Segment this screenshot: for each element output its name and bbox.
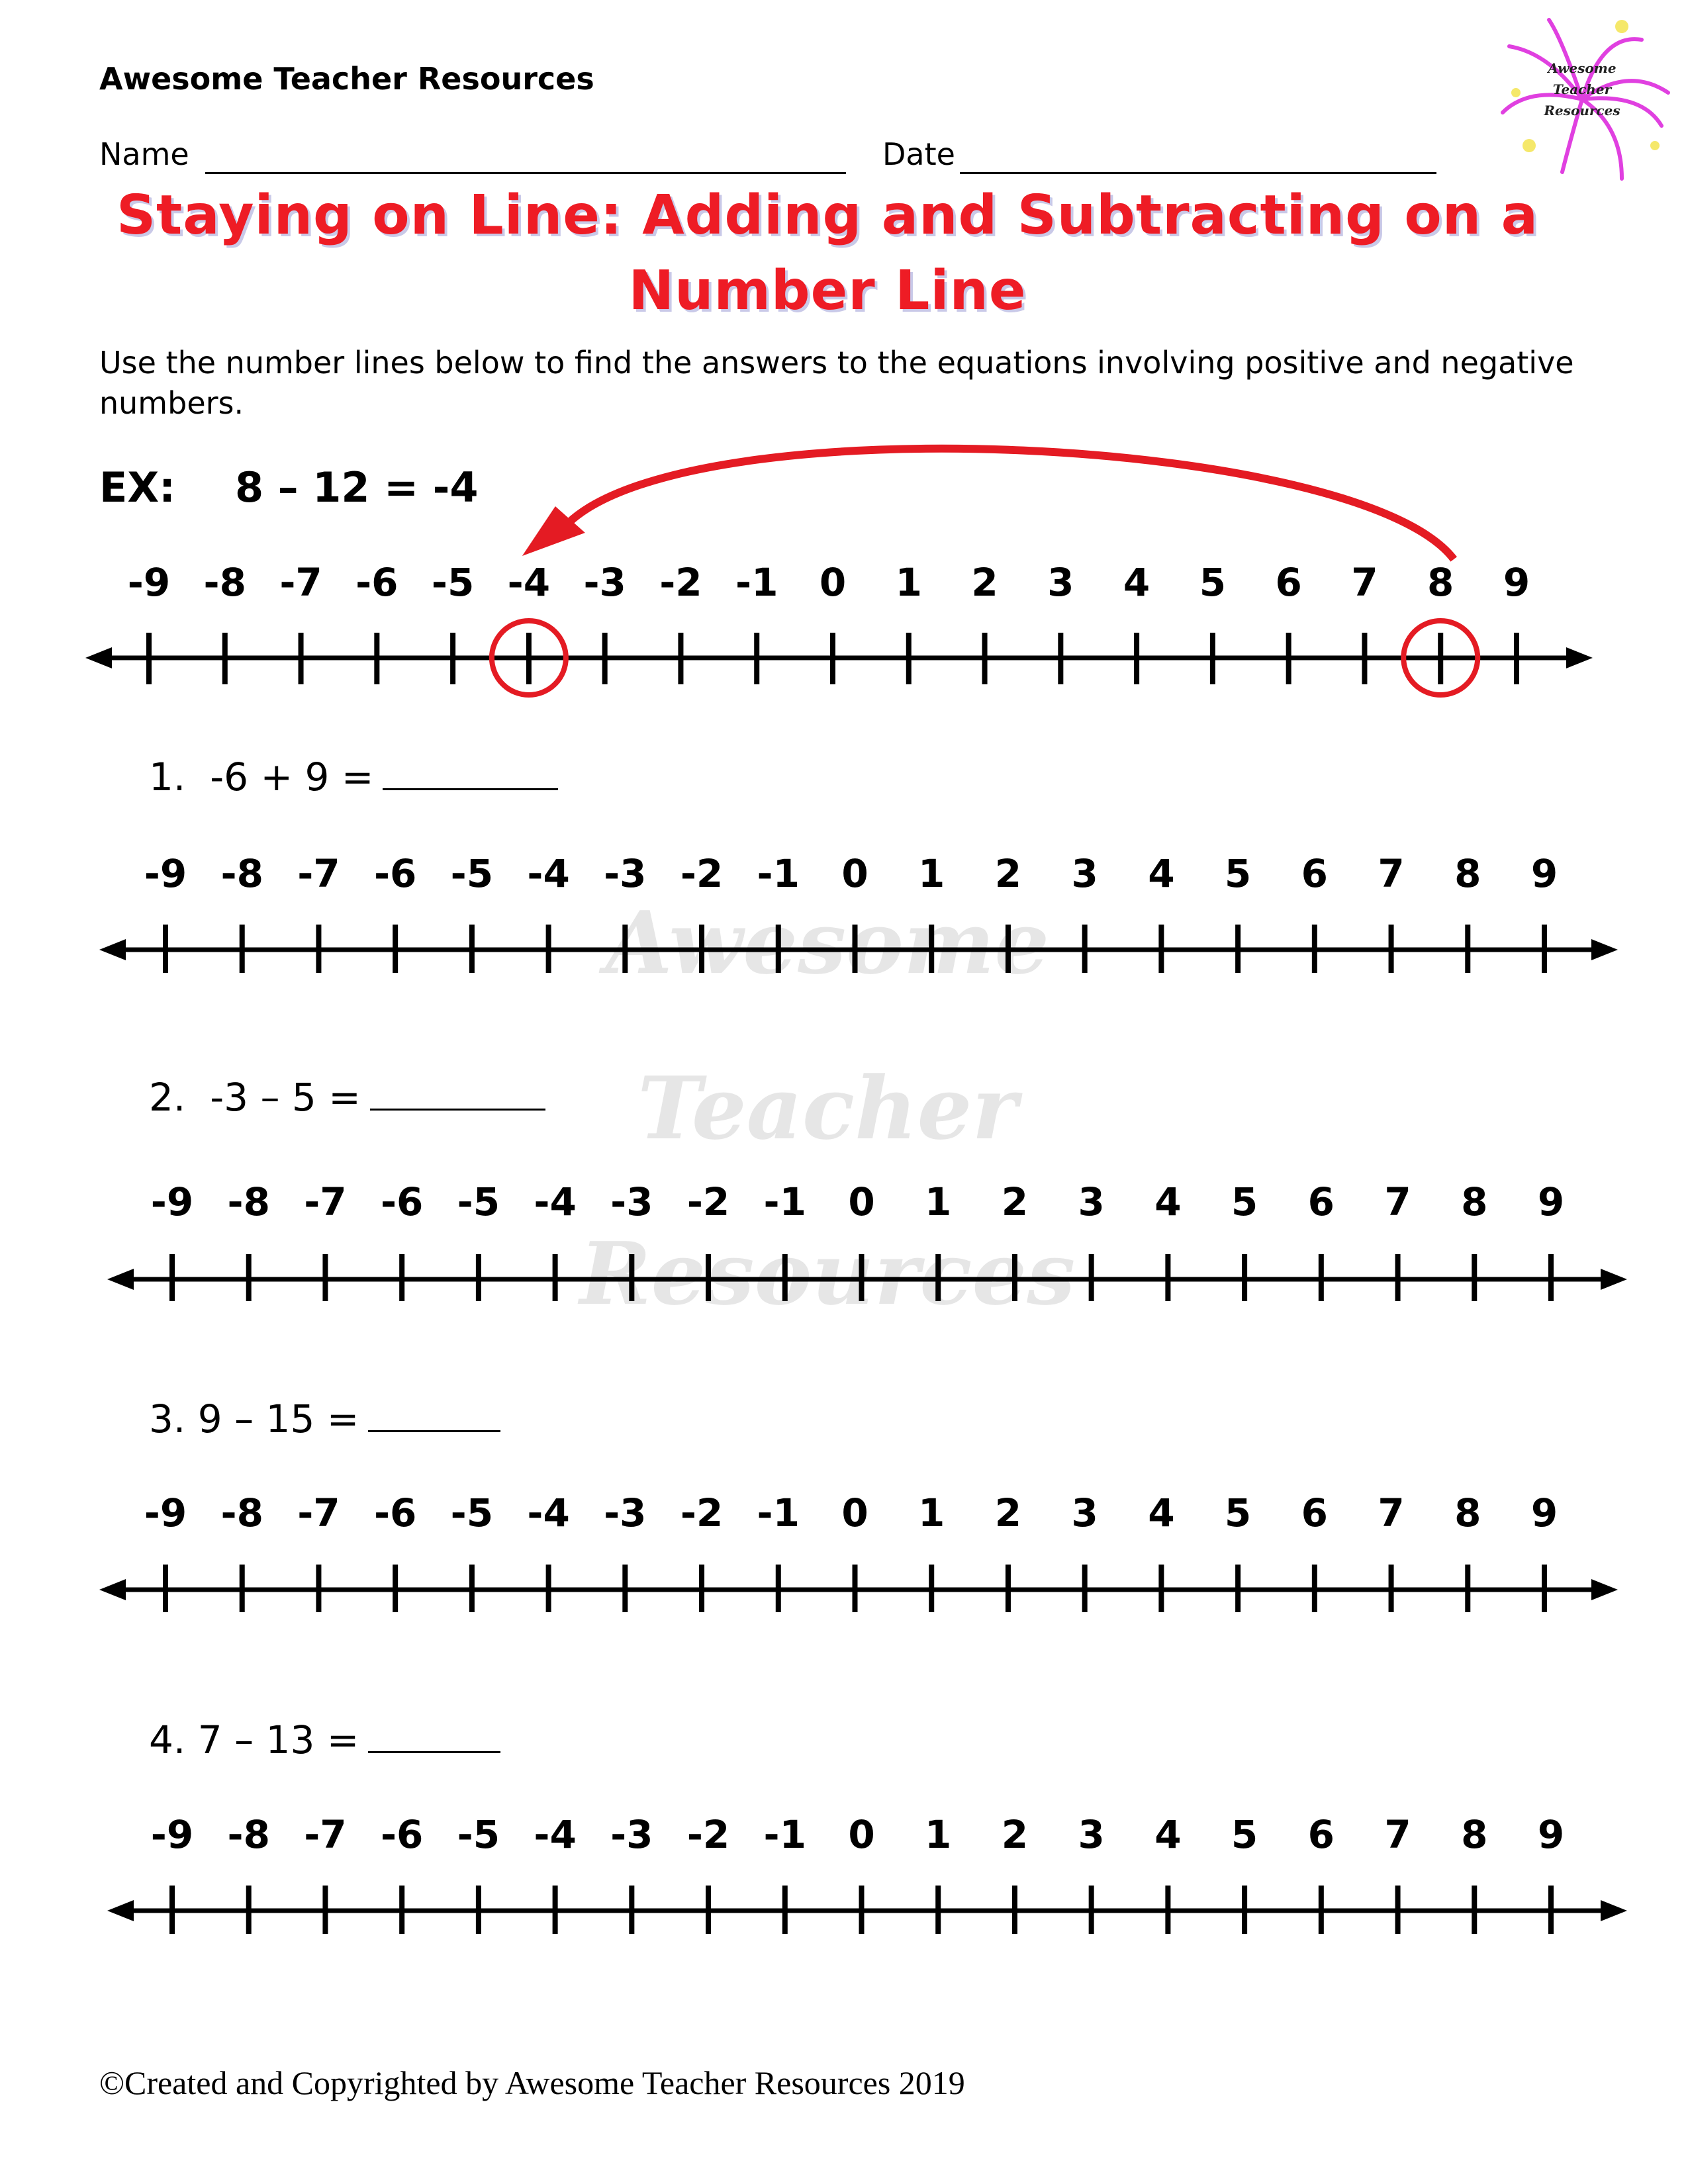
- logo: [1489, 13, 1675, 185]
- tick-label: -8: [203, 560, 246, 605]
- tick-label: -2: [659, 560, 702, 605]
- tick-label: 4: [1148, 1490, 1175, 1535]
- logo-text: Awesome: [1548, 60, 1617, 76]
- watermark-line: Awesome: [605, 892, 1050, 993]
- tick-label: 4: [1148, 851, 1175, 896]
- tick-label: -8: [227, 1812, 270, 1857]
- right-arrow-icon: [1601, 1269, 1627, 1290]
- tick-label: -5: [431, 560, 475, 605]
- tick-label: 2: [994, 851, 1022, 896]
- tick-label: 0: [848, 1179, 875, 1224]
- left-arrow-icon: [99, 939, 126, 960]
- tick-label: 1: [925, 1179, 952, 1224]
- tick-label: -9: [150, 1812, 194, 1857]
- tick-label: -7: [297, 1490, 340, 1535]
- left-arrow-icon: [85, 647, 112, 668]
- name-label: Name: [99, 136, 189, 172]
- tick-label: 8: [1454, 851, 1481, 896]
- tick-label: 9: [1537, 1812, 1565, 1857]
- tick-label: -9: [127, 560, 171, 605]
- question-equation: -6 + 9 =: [210, 754, 374, 799]
- tick-label: 0: [819, 560, 847, 605]
- tick-label: -2: [686, 1812, 730, 1857]
- right-arrow-icon: [1566, 647, 1593, 668]
- tick-label: 2: [971, 560, 998, 605]
- date-label: Date: [882, 136, 955, 172]
- question-number: 4.: [149, 1717, 186, 1762]
- tick-label: 6: [1301, 1490, 1329, 1535]
- right-arrow-icon: [1591, 1579, 1618, 1600]
- tick-label: 0: [848, 1812, 875, 1857]
- tick-label: 1: [918, 1490, 945, 1535]
- tick-label: 3: [1078, 1179, 1105, 1224]
- tick-label: -2: [680, 1490, 724, 1535]
- tick-label: -5: [450, 1490, 494, 1535]
- tick-label: -5: [457, 1812, 500, 1857]
- tick-label: 7: [1378, 851, 1405, 896]
- tick-label: -2: [686, 1179, 730, 1224]
- tick-label: 7: [1378, 1490, 1405, 1535]
- left-arrow-icon: [107, 1269, 134, 1290]
- question-number: 3.: [149, 1396, 186, 1441]
- tick-label: -7: [297, 851, 340, 896]
- tick-label: 1: [925, 1812, 952, 1857]
- logo-text: Resources: [1544, 103, 1620, 118]
- right-arrow-icon: [1591, 939, 1618, 960]
- tick-label: -2: [680, 851, 724, 896]
- tick-label: 9: [1530, 1490, 1558, 1535]
- brand-name: Awesome Teacher Resources: [99, 61, 594, 97]
- tick-label: -9: [144, 1490, 187, 1535]
- number-line-1: [0, 841, 1688, 973]
- tick-label: 5: [1231, 1812, 1258, 1857]
- question-4: [149, 1717, 500, 1762]
- answer-blank[interactable]: [368, 1718, 500, 1753]
- question-equation: 7 – 13 =: [197, 1717, 359, 1762]
- right-arrow-icon: [1601, 1900, 1627, 1921]
- tick-label: -4: [527, 851, 570, 896]
- logo-text: Teacher: [1552, 81, 1612, 97]
- tick-label: 4: [1154, 1812, 1182, 1857]
- question-number: 1.: [149, 754, 186, 799]
- tick-label: -6: [355, 560, 399, 605]
- watermark-line: Teacher: [637, 1058, 1017, 1159]
- tick-label: -1: [757, 1490, 800, 1535]
- tick-label: -1: [735, 560, 778, 605]
- example: [99, 463, 538, 512]
- tick-label: 4: [1154, 1179, 1182, 1224]
- tick-label: -1: [763, 1179, 806, 1224]
- page-title: Staying on Line: Adding and Subtracting on a: [117, 184, 1538, 247]
- tick-label: 3: [1078, 1812, 1105, 1857]
- tick-label: -7: [304, 1179, 347, 1224]
- example-label: EX:: [99, 463, 175, 512]
- tick-label: 8: [1427, 560, 1454, 605]
- tick-label: -8: [227, 1179, 270, 1224]
- tick-label: -5: [457, 1179, 500, 1224]
- tick-label: -1: [757, 851, 800, 896]
- tick-label: 0: [841, 851, 868, 896]
- number-line-2: [0, 1169, 1688, 1301]
- tick-label: -7: [279, 560, 322, 605]
- tick-label: -4: [534, 1812, 577, 1857]
- question-2: [149, 1075, 545, 1120]
- tick-label: -6: [380, 1179, 424, 1224]
- tick-label: -3: [604, 1490, 647, 1535]
- tick-label: 7: [1384, 1812, 1411, 1857]
- tick-label: 7: [1384, 1179, 1411, 1224]
- tick-label: 0: [841, 1490, 868, 1535]
- question-1: [149, 754, 558, 799]
- tick-label: 2: [1001, 1812, 1029, 1857]
- tick-label: 9: [1537, 1179, 1565, 1224]
- tick-label: 6: [1307, 1179, 1335, 1224]
- tick-label: -1: [763, 1812, 806, 1857]
- tick-label: 3: [1071, 1490, 1098, 1535]
- tick-label: 2: [1001, 1179, 1029, 1224]
- date-field[interactable]: [960, 172, 1436, 174]
- tick-label: -4: [507, 560, 551, 605]
- question-equation: 9 – 15 =: [197, 1396, 359, 1441]
- tick-label: -3: [604, 851, 647, 896]
- number-line-4: [0, 1801, 1688, 1934]
- tick-label: 5: [1224, 1490, 1252, 1535]
- tick-label: -9: [150, 1179, 194, 1224]
- example-equation: 8 – 12 = -4: [234, 463, 479, 512]
- tick-label: -8: [220, 1490, 263, 1535]
- instructions: Use the number lines below to find the answers to the equations involving positive and negative numbers.: [99, 345, 1574, 421]
- tick-label: 3: [1047, 560, 1074, 605]
- answer-blank[interactable]: [370, 1075, 545, 1111]
- page-title-line2: Number Line: [628, 259, 1027, 322]
- question-equation: -3 – 5 =: [210, 1075, 361, 1120]
- tick-label: 6: [1275, 560, 1302, 605]
- tick-label: 8: [1461, 1812, 1488, 1857]
- left-arrow-icon: [107, 1900, 134, 1921]
- tick-label: 6: [1307, 1812, 1335, 1857]
- watermark-line: Resources: [579, 1223, 1076, 1324]
- tick-label: -3: [610, 1179, 653, 1224]
- tick-label: -9: [144, 851, 187, 896]
- tick-label: 6: [1301, 851, 1329, 896]
- tick-label: 1: [895, 560, 922, 605]
- tick-label: -6: [373, 851, 417, 896]
- question-3: [149, 1396, 500, 1441]
- tick-label: -4: [534, 1179, 577, 1224]
- tick-label: 7: [1351, 560, 1378, 605]
- tick-label: 3: [1071, 851, 1098, 896]
- tick-label: 8: [1454, 1490, 1481, 1535]
- number-line-3: [0, 1480, 1688, 1612]
- tick-label: -8: [220, 851, 263, 896]
- tick-label: 2: [994, 1490, 1022, 1535]
- answer-blank[interactable]: [383, 755, 558, 790]
- jump-arc: [569, 449, 1454, 559]
- tick-label: -6: [373, 1490, 417, 1535]
- name-field[interactable]: [205, 172, 846, 174]
- question-number: 2.: [149, 1075, 186, 1120]
- left-arrow-icon: [99, 1579, 126, 1600]
- tick-label: 1: [918, 851, 945, 896]
- tick-label: -4: [527, 1490, 570, 1535]
- tick-label: 9: [1503, 560, 1530, 605]
- example-number-line: [0, 516, 1688, 715]
- tick-label: 5: [1231, 1179, 1258, 1224]
- tick-label: -3: [610, 1812, 653, 1857]
- copyright-footer: ©Created and Copyrighted by Awesome Teacher Resources 2019: [99, 2064, 965, 2101]
- tick-label: 8: [1461, 1179, 1488, 1224]
- tick-label: 4: [1123, 560, 1150, 605]
- tick-label: -7: [304, 1812, 347, 1857]
- tick-label: -6: [380, 1812, 424, 1857]
- tick-label: -3: [583, 560, 626, 605]
- tick-label: 5: [1224, 851, 1252, 896]
- answer-blank[interactable]: [368, 1397, 500, 1432]
- tick-label: 9: [1530, 851, 1558, 896]
- tick-label: -5: [450, 851, 494, 896]
- tick-label: 5: [1199, 560, 1227, 605]
